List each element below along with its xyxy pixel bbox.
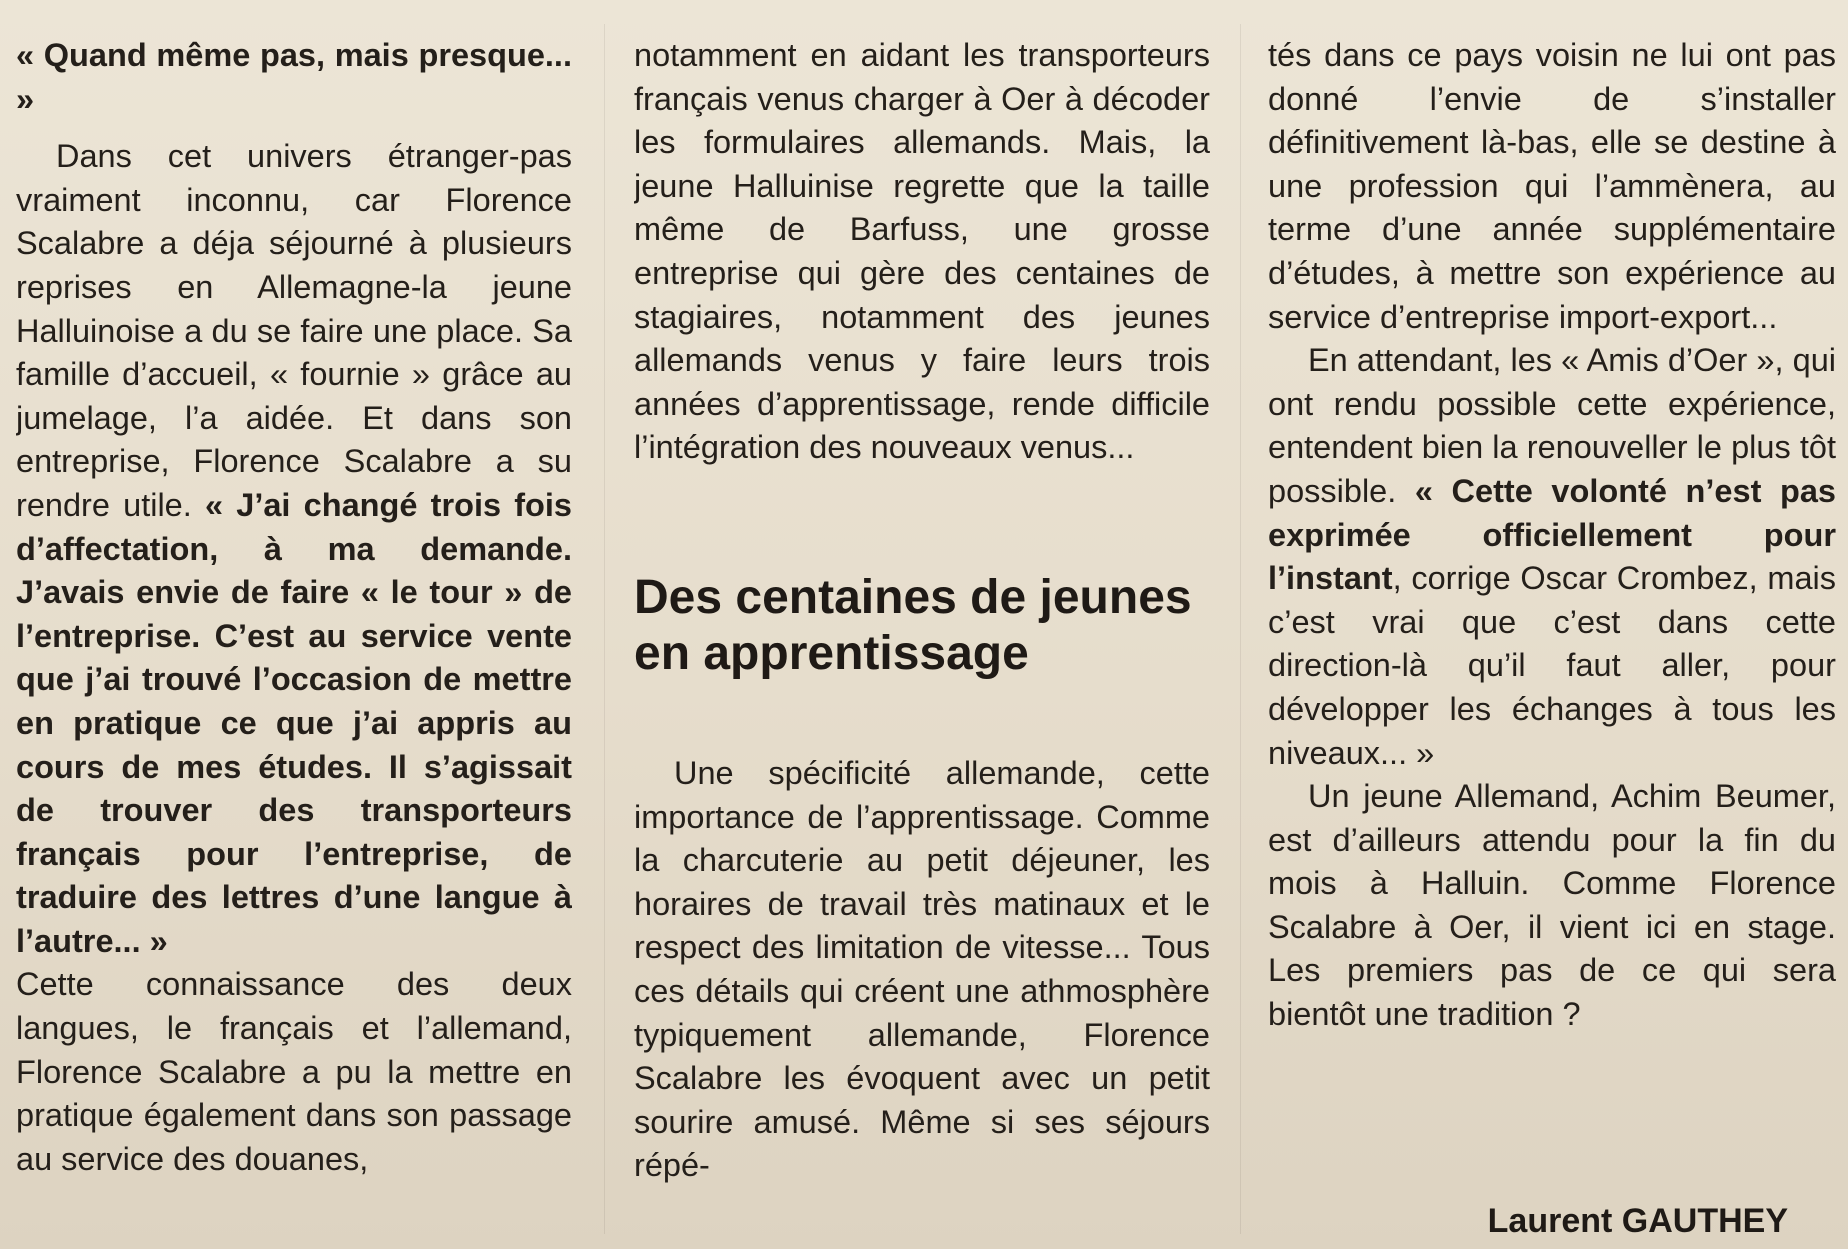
quote-text: « J’ai changé trois fois d’affectation, à ma demande. J’avais envie de faire « le tour » de l’entreprise. C’est au service vente que j’ai trouvé l’occasion de mettre en pratique ce que j’ai appris au cours de mes études. Il s’agissait de trouver des transporteurs français pour l’entreprise, de traduire des lettres d’une langue à l’autre... »: [16, 486, 572, 959]
column-gutter: [604, 24, 605, 1234]
body-paragraph: notamment en aidant les transporteurs français venus charger à Oer à décoder les formulaires allemands. Mais, la jeune Halluinise regrette que la taille même de Barfuss, une grosse entreprise qui gère des centaines de stagiaires, notamment des jeunes allemands venus y faire leurs trois années d’apprentissage, rende difficile l’intégration des nouveaux venus...: [634, 37, 1210, 466]
body-paragraph: Cette connaissance des deux langues, le français et l’allemand, Florence Scalabre a pu la mettre en pratique également dans son passage au service des douanes,: [16, 966, 572, 1177]
body-paragraph: Une spécificité allemande, cette importance de l’apprentissage. Comme la charcuterie au petit déjeuner, les horaires de travail très matinaux et le respect des limitation de vitesse... Tous ces détails qui créent une athmosphère typiquement allemande, Florence Scalabre les évoquent avec un petit sourire amusé. Même si ses séjours répé-: [634, 755, 1210, 1184]
column-gutter: [1240, 24, 1241, 1234]
article-column-2-continued: [634, 752, 1210, 1239]
quote-text: « Cette volonté n’est pas exprimée officiellement pour l’instant: [1268, 472, 1836, 597]
quote-paragraph: « Quand même pas, mais presque... »: [16, 37, 572, 117]
body-text: En attendant, les « Amis d’Oer », qui ont rendu possible cette expérience, entendent bien la renouveller le plus tôt possible.: [1268, 342, 1836, 509]
article-column-1: [16, 34, 572, 1239]
body-paragraph: tés dans ce pays voisin ne lui ont pas donné l’envie de s’installer définitivement là-bas, elle se destine à une profession qui l’ammènera, au terme d’une année supplémentaire d’études, à mettre son expérience au service d’entreprise import-export...: [1268, 37, 1836, 335]
author-byline: Laurent GAUTHEY: [1487, 1202, 1788, 1240]
body-paragraph: Un jeune Allemand, Achim Beumer, est d’ailleurs attendu pour la fin du mois à Halluin. Comme Florence Scalabre à Oer, il vient ici en stage. Les premiers pas de ce qui sera bientôt une tradition ?: [1268, 778, 1836, 1033]
body-paragraph: [1268, 339, 1836, 775]
body-text: Dans cet univers étranger-pas vraiment inconnu, car Florence Scalabre a déja séjourné à plusieurs reprises en Allemagne-la jeune Halluinoise a du se faire une place. Sa famille d’accueil, « fournie » grâce au jumelage, l’a aidée. Et dans son entreprise, Florence Scalabre a su rendre utile.: [16, 138, 572, 523]
article-column-3: [1268, 34, 1836, 1239]
section-headline: Des centaines de jeunes en apprentissage: [634, 571, 1192, 680]
body-text: , corrige Oscar Crombez, mais c’est vrai que c’est dans cette direction-là qu’il faut aller, pour développer les échanges à tous les niveaux... »: [1268, 560, 1836, 771]
article-column-2: [634, 34, 1210, 554]
body-paragraph: [16, 135, 572, 963]
